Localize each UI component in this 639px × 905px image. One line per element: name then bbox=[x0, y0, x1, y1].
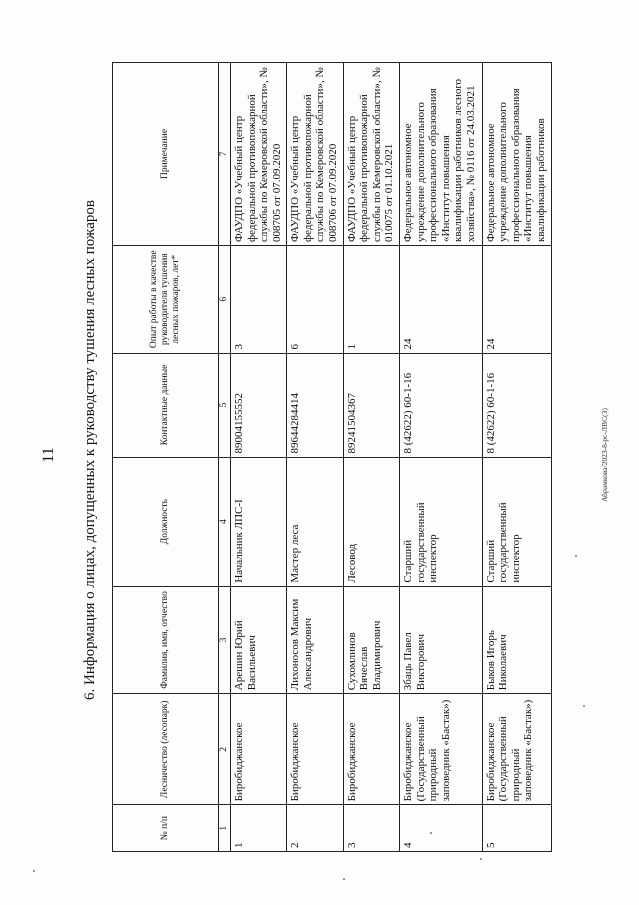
note-cell: ФАУДПО «Учебный центр федеральной противопожарной службы по Кемеровской области», № 008705 от 07.09.2020 bbox=[231, 63, 287, 246]
position-cell: Старший государственный инспектор bbox=[482, 457, 551, 586]
header-contacts: Контактные данные bbox=[113, 353, 219, 457]
row-number: 3 bbox=[343, 805, 399, 852]
document-title: 6. Информация о лицах, допущенных к руководству тушения лесных пожаров bbox=[82, 200, 98, 700]
contacts-cell: 89644284414 bbox=[287, 353, 343, 457]
column-number: 4 bbox=[219, 457, 231, 586]
experience-cell: 6 bbox=[287, 245, 343, 353]
experience-cell: 3 bbox=[231, 245, 287, 353]
full-name-cell: Арешин Юрий Васильевич bbox=[231, 586, 287, 694]
scan-speck bbox=[480, 858, 482, 860]
column-number: 3 bbox=[219, 586, 231, 694]
page-number: 11 bbox=[40, 447, 57, 463]
scan-speck bbox=[575, 555, 577, 557]
position-cell: Старший государственный инспектор bbox=[400, 457, 482, 586]
column-number: 2 bbox=[219, 694, 231, 805]
full-name-cell: Сухомлинов Вячеслав Владимирович bbox=[343, 586, 399, 694]
header-experience: Опыт работы в качестве руководителя тушения лесных пожаров, лет* bbox=[113, 245, 219, 353]
row-number: 5 bbox=[482, 805, 551, 852]
note-cell: ФАУДПО «Учебный центр федеральной противопожарной службы по Кемеровской области», № 008706 от 07.09.2020 bbox=[287, 63, 343, 246]
position-cell: Мастер леса bbox=[287, 457, 343, 586]
scan-speck bbox=[33, 870, 35, 872]
position-cell: Лесовод bbox=[343, 457, 399, 586]
row-number: 1 bbox=[231, 805, 287, 852]
contacts-cell: 89004155552 bbox=[231, 353, 287, 457]
scan-speck bbox=[430, 832, 432, 834]
table-row bbox=[287, 63, 343, 852]
contacts-cell: 8 (42622) 60-1-16 bbox=[400, 353, 482, 457]
scan-speck bbox=[343, 878, 345, 880]
note-cell: Федеральное автономное учреждение дополнительного профессионального образования «Институт повышения квалификации работников bbox=[482, 63, 551, 246]
position-cell: Начальник ЛПС-I bbox=[231, 457, 287, 586]
note-cell: Федеральное автономное учреждение дополнительного профессионального образования «Институт повышения квалификации работников лесного хозяйства», № 0116 от 24.03.2021 bbox=[400, 63, 482, 246]
forestry-cell: Биробиджанское bbox=[287, 694, 343, 805]
forestry-cell: Биробиджанское bbox=[231, 694, 287, 805]
header-position: Должность bbox=[113, 457, 219, 586]
note-cell: ФАУДПО «Учебный центр федеральной противопожарной службы по Кемеровской области», № 010075 от 01.10.2021 bbox=[343, 63, 399, 246]
row-number: 4 bbox=[400, 805, 482, 852]
table-row bbox=[482, 63, 551, 852]
column-number-row bbox=[219, 63, 231, 852]
experience-cell: 24 bbox=[482, 245, 551, 353]
forestry-cell: Биробиджанское bbox=[343, 694, 399, 805]
column-number: 1 bbox=[219, 805, 231, 852]
personnel-table bbox=[112, 62, 552, 852]
header-number: № п/п bbox=[113, 805, 219, 852]
table-row bbox=[231, 63, 287, 852]
column-number: 7 bbox=[219, 63, 231, 246]
footer-document-code: Абрамкова/2023-8-рс-ЛВС(3) bbox=[600, 408, 609, 502]
header-note: Примечание bbox=[113, 63, 219, 246]
header-full-name: Фамилия, имя, отчество bbox=[113, 586, 219, 694]
table-row bbox=[343, 63, 399, 852]
column-number: 6 bbox=[219, 245, 231, 353]
full-name-cell: Збаць Павел Викторович bbox=[400, 586, 482, 694]
experience-cell: 24 bbox=[400, 245, 482, 353]
forestry-cell: Биробиджанское (Государственный природный заповедник «Бастак») bbox=[400, 694, 482, 805]
experience-cell: 1 bbox=[343, 245, 399, 353]
scan-speck bbox=[583, 705, 585, 707]
contacts-cell: 89241504367 bbox=[343, 353, 399, 457]
column-number: 5 bbox=[219, 353, 231, 457]
table-row bbox=[400, 63, 482, 852]
forestry-cell: Биробиджанское (Государственный природный заповедник «Бастак») bbox=[482, 694, 551, 805]
full-name-cell: Лихоносов Максим Александрович bbox=[287, 586, 343, 694]
table-header-row bbox=[113, 63, 219, 852]
row-number: 2 bbox=[287, 805, 343, 852]
contacts-cell: 8 (42622) 60-1-16 bbox=[482, 353, 551, 457]
header-forestry: Лесничество (лесопарк) bbox=[113, 694, 219, 805]
full-name-cell: Быков Игорь Николаевич bbox=[482, 586, 551, 694]
